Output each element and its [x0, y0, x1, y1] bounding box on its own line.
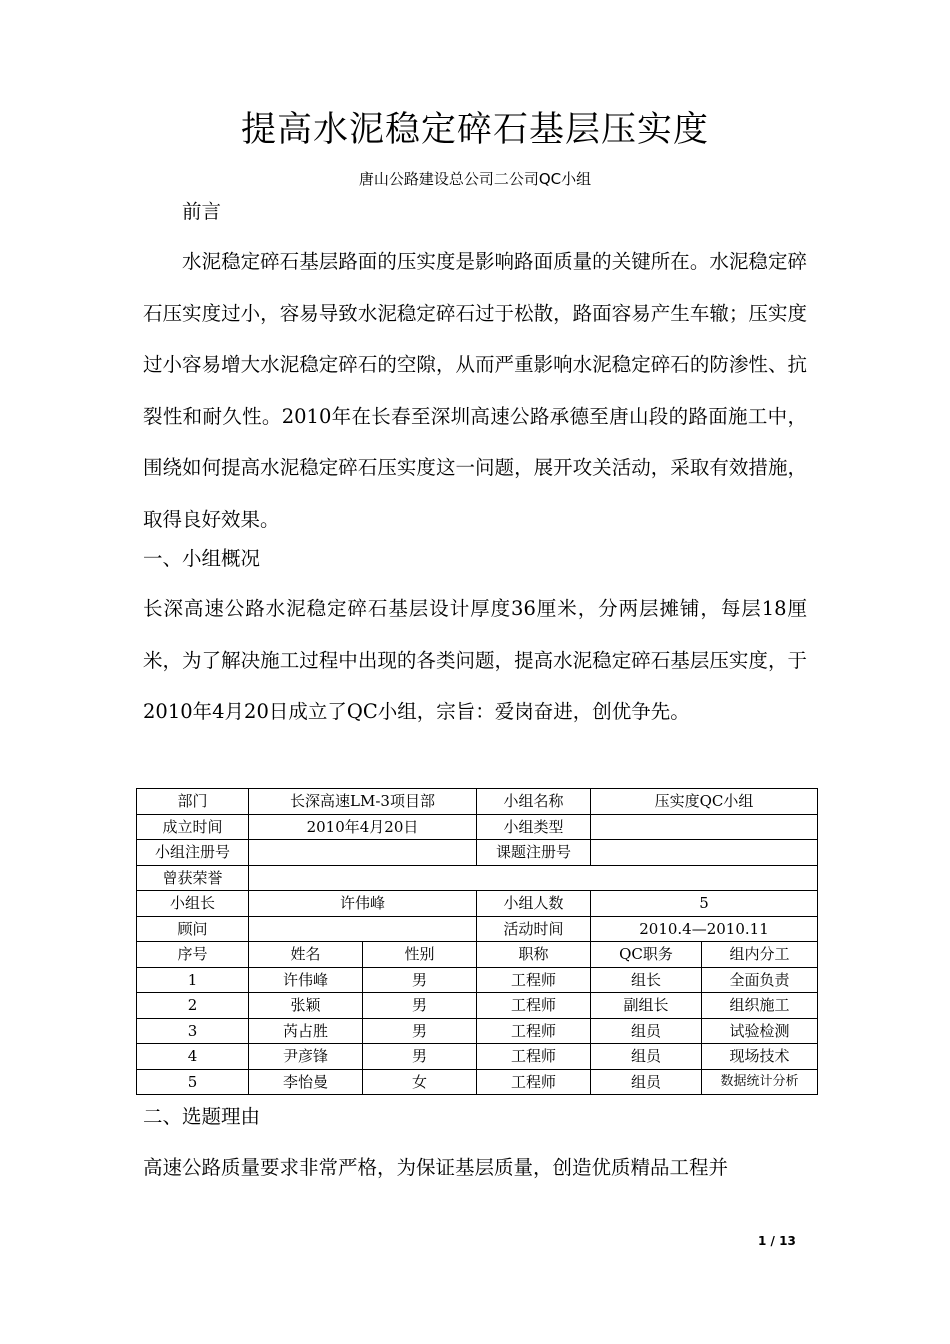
member-cell: 芮占胜 — [249, 1018, 363, 1044]
member-cell: 男 — [363, 967, 477, 993]
section1-heading: 一、小组概况 — [143, 547, 261, 570]
table-row — [137, 865, 818, 891]
table-value-cell — [591, 840, 818, 866]
qc-group-info-table — [136, 788, 818, 1095]
table-label-cell: 顾问 — [137, 916, 249, 942]
member-cell: 1 — [137, 967, 249, 993]
member-cell: 组员 — [591, 1069, 702, 1095]
table-row — [137, 891, 818, 917]
member-cell: 工程师 — [477, 1044, 591, 1070]
member-cell: 张颖 — [249, 993, 363, 1019]
table-row — [137, 993, 818, 1019]
table-label-cell: 小组长 — [137, 891, 249, 917]
member-cell: 工程师 — [477, 967, 591, 993]
table-row — [137, 1069, 818, 1095]
table-value-cell: 2010.4—2010.11 — [591, 916, 818, 942]
table-label-cell: 曾获荣誉 — [137, 865, 249, 891]
table-value-cell: 压实度QC小组 — [591, 789, 818, 815]
member-cell: 试验检测 — [702, 1018, 818, 1044]
member-cell: 现场技术 — [702, 1044, 818, 1070]
table-value-cell: 许伟峰 — [249, 891, 477, 917]
table-label-cell: 活动时间 — [477, 916, 591, 942]
table-label-cell: 课题注册号 — [477, 840, 591, 866]
table-label-cell: 部门 — [137, 789, 249, 815]
member-column-header: 组内分工 — [702, 942, 818, 968]
member-cell: 工程师 — [477, 1018, 591, 1044]
table-header-row — [137, 942, 818, 968]
table-value-cell — [249, 840, 477, 866]
table-label-cell: 小组类型 — [477, 814, 591, 840]
section1-paragraph: 长深高速公路水泥稳定碎石基层设计厚度36厘米，分两层摊铺，每层18厘米，为了解决施工过程中出现的各类问题，提高水泥稳定碎石基层压实度，于2010年4月20日成立了QC小组，宗旨：爱岗奋进，创优争先。 — [143, 597, 807, 723]
member-column-header: 序号 — [137, 942, 249, 968]
member-cell: 李怡曼 — [249, 1069, 363, 1095]
table-value-cell — [591, 814, 818, 840]
member-cell: 组员 — [591, 1018, 702, 1044]
foreword-heading: 前言 — [182, 200, 222, 223]
section2-heading: 二、选题理由 — [143, 1105, 261, 1128]
member-cell: 5 — [137, 1069, 249, 1095]
member-cell: 男 — [363, 1018, 477, 1044]
member-cell: 尹彦锋 — [249, 1044, 363, 1070]
member-cell: 工程师 — [477, 993, 591, 1019]
member-cell: 3 — [137, 1018, 249, 1044]
member-column-header: 职称 — [477, 942, 591, 968]
table-value-cell — [249, 916, 477, 942]
foreword-paragraph: 水泥稳定碎石基层路面的压实度是影响路面质量的关键所在。水泥稳定碎石压实度过小，容易导致水泥稳定碎石过于松散，路面容易产生车辙；压实度过小容易增大水泥稳定碎石的空隙，从而严重影响水泥稳定碎石的防渗性、抗裂性和耐久性。2010年在长春至深圳高速公路承德至唐山段的路面施工中，围绕如何提高水泥稳定碎石压实度这一问题，展开攻关活动，采取有效措施，取得良好效果。 — [143, 250, 807, 531]
member-cell: 女 — [363, 1069, 477, 1095]
member-column-header: 姓名 — [249, 942, 363, 968]
table-value-cell: 5 — [591, 891, 818, 917]
member-cell: 数据统计分析 — [702, 1069, 818, 1095]
table-row — [137, 916, 818, 942]
table-row — [137, 814, 818, 840]
member-cell: 许伟峰 — [249, 967, 363, 993]
member-cell: 副组长 — [591, 993, 702, 1019]
table-label-cell: 小组人数 — [477, 891, 591, 917]
table-row — [137, 789, 818, 815]
document-title: 提高水泥稳定碎石基层压实度 — [240, 110, 709, 150]
table-row — [137, 967, 818, 993]
member-cell: 组长 — [591, 967, 702, 993]
table-row — [137, 1044, 818, 1070]
table-label-cell: 小组名称 — [477, 789, 591, 815]
member-column-header: 性别 — [363, 942, 477, 968]
table-label-cell: 成立时间 — [137, 814, 249, 840]
member-column-header: QC职务 — [591, 942, 702, 968]
page-number: 1 / 13 — [758, 1234, 796, 1248]
section2-paragraph: 高速公路质量要求非常严格，为保证基层质量，创造优质精品工程并 — [143, 1156, 729, 1179]
member-cell: 工程师 — [477, 1069, 591, 1095]
member-cell: 男 — [363, 993, 477, 1019]
document-subtitle: 唐山公路建设总公司二公司QC小组 — [358, 170, 592, 188]
member-cell: 2 — [137, 993, 249, 1019]
member-cell: 4 — [137, 1044, 249, 1070]
table-value-cell: 长深高速LM-3项目部 — [249, 789, 477, 815]
member-cell: 全面负责 — [702, 967, 818, 993]
member-cell: 组员 — [591, 1044, 702, 1070]
table-label-cell: 小组注册号 — [137, 840, 249, 866]
table-value-cell — [249, 865, 818, 891]
table-value-cell: 2010年4月20日 — [249, 814, 477, 840]
member-cell: 组织施工 — [702, 993, 818, 1019]
table-row — [137, 840, 818, 866]
table-row — [137, 1018, 818, 1044]
member-cell: 男 — [363, 1044, 477, 1070]
